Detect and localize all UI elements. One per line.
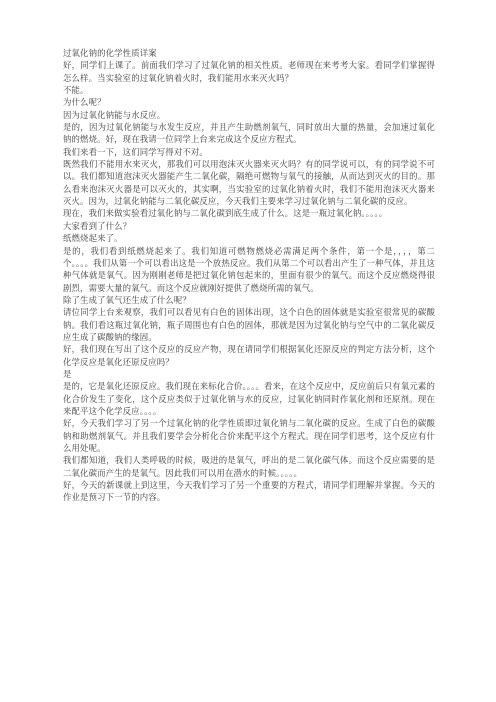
paragraph: 因为过氧化钠能与水反应。 [63,109,166,120]
paragraph: 纸燃烧起来了。 [63,233,123,244]
paragraph: 不能。 [63,85,89,96]
paragraph: 好，我们现在写出了这个反应的反应产物，现在请同学们根据氧化还原反应的判定方法分析，这个化学反应是氧化还原反应吗？ [63,344,435,367]
paragraph: 现在，我们来做实验看过氧化钠与二氧化碳到底生成了什么。这是一瓶过氧化钠。。。。。 [63,208,388,219]
paragraph: 请位同学上台来观察，我们可以看见有白色的固体出现，这个白色的固体就是实验室很常见的碳酸钠。我们看这瓶过氧化钠，瓶子周围也有白色的固体，那就是因为过氧化钠与空气中的二氧化碳反应生成了碳酸钠的缘固。 [63,307,435,342]
paragraph: 好，今天的新课就上到这里，今天我们学习了另一个重要的方程式，请同学们理解并掌握。今天的作业是预习下一节的内容。 [63,480,435,503]
paragraph: 大家看到了什么？ [63,220,132,231]
paragraph: 是的，我们看到纸燃烧起来了。我们知道可燃物燃烧必需满足两个条件，第一个是，，，，第二个。。。。我们从第一个可以看出这是一个放热反应。我们从第二个可以看出产生了一种气体，并且这种气体就是氧气。因为刚刚老师是把过氧化钠包起来的，里面有很少的氧气。而这个反应燃烧得很剧烈，需要大量的氧气。而这个反应就刚好提供了燃烧所需的氧气。 [63,245,435,293]
paragraph: 既然我们不能用水来灭火，那我们可以用泡沫灭火器来灭火吗？有的同学说可以，有的同学说不可以。我们都知道泡沫灭火器能产生二氧化碳，隔绝可燃物与氧气的接触，从而达到灭火的目的。那么看来泡沫灭火器是可以灭火的，其实啊，当实验室的过氧化钠着火时，我们不能用泡沫灭火器来灭火。因为，过氧化钠能与二氧化碳反应，今天我们主要来学习过氧化钠与二氧化碳的反应。 [63,159,435,207]
paragraph: 好，今天我们学习了另一个过氧化钠的化学性质即过氧化钠与二氧化碳的反应。生成了白色的碳酸钠和助燃剂氧气。并且我们要学会分析化合价来配平这个方程式。现在同学们思考，这个反应有什么用处呢。 [63,418,435,453]
paragraph: 是的，它是氧化还原反应。我们现在来标化合价。。。。看来，在这个反应中，反应前后只有氧元素的化合价发生了变化，这个反应类似于过氧化钠与水的反应，过氧化钠同时作氧化剂和还原剂。现在来配平这个化学反应。。。。 [63,381,435,416]
paragraph: 是的，因为过氧化钠能与水发生反应，并且产生助燃剂氧气，同时放出大量的热量，会加速过氧化钠的燃烧。好，现在我请一位同学上台来完成这个反应方程式。 [63,122,435,145]
paragraph: 我们来看一下，这们同学写得对不对。 [63,146,208,157]
paragraph: 我们都知道，我们人类呼吸的时候，吸进的是氧气，呼出的是二氧化碳气体。而这个反应需要的是二氧化碳而产生的是氧气。因此我们可以用在潜水的时候。。。。。 [63,455,435,478]
paragraph: 除了生成了氧气还生成了什么呢？ [63,294,191,305]
document-body [63,47,435,504]
paragraph: 好，同学们上课了。前面我们学习了过氧化钠的相关性质。老师现在来考考大家。看同学们掌握得怎么样。当实验室的过氧化钠着火时，我们能用水来灭火吗？ [63,60,435,83]
document-title: 过氧化钠的化学性质详案 [63,48,157,58]
paragraph: 为什么呢？ [63,97,106,108]
paragraph: 是 [63,368,72,379]
